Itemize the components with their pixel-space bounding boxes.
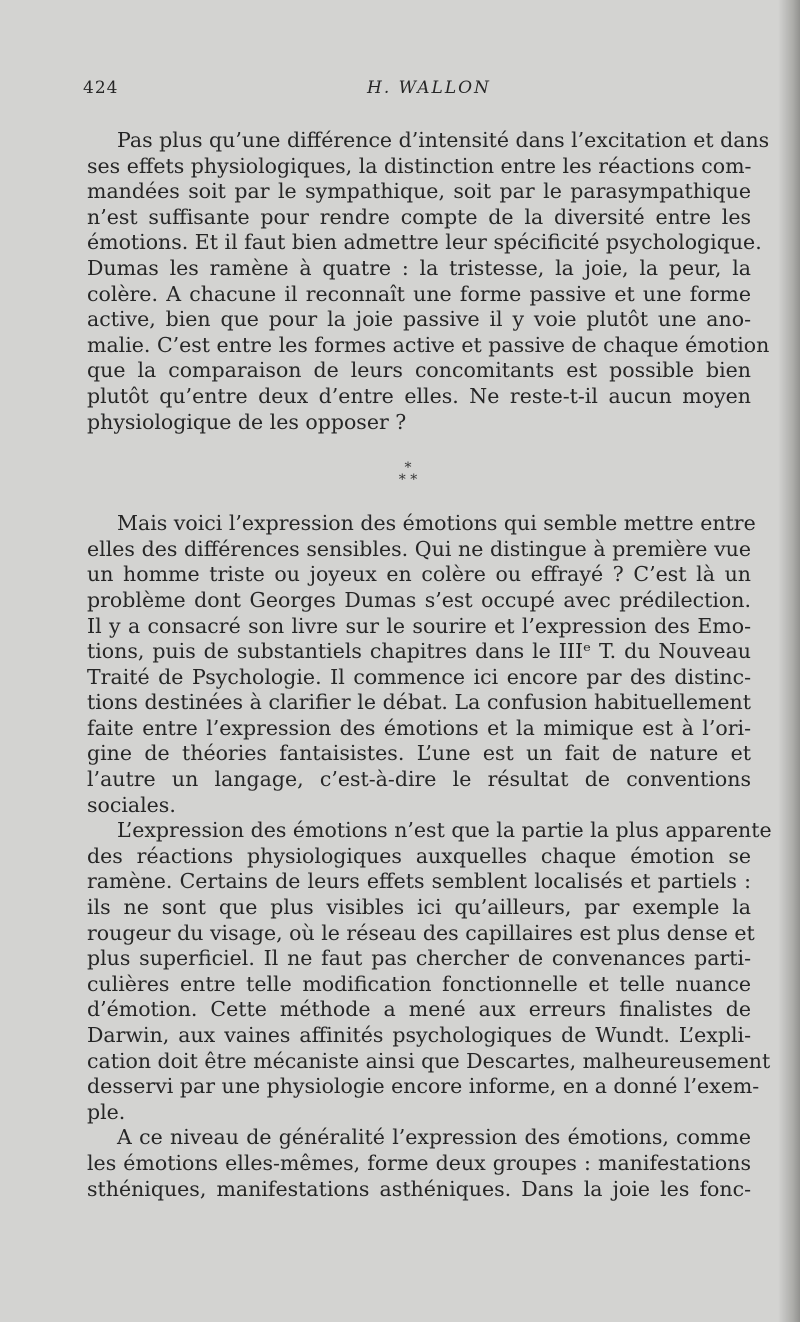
text-line: Mais voici l’expression des émotions qui semble mettre entre	[117, 511, 756, 536]
text-line: Darwin, aux vaines affinités psychologiques de Wundt. L’expli-	[87, 1023, 751, 1047]
text-line: faite entre l’expression des émotions et la mimique est à l’ori-	[87, 715, 751, 740]
text-line: desservi par une physiologie encore informe, en a donné l’exem-	[87, 1074, 760, 1099]
text-line: tions destinées à clarifier le débat. La confusion habituellement	[87, 690, 751, 715]
text-line: sociales.	[87, 792, 176, 817]
text-line: Il y a consacré son livre sur le sourire et l’expression des Emo-	[87, 613, 751, 638]
text-line: L’expression des émotions n’est que la partie la plus apparente	[117, 818, 772, 843]
running-head: H. WALLON	[367, 78, 491, 98]
text-line: mandées soit par le sympathique, soit par le parasympathique	[87, 179, 751, 204]
text-line: des réactions physiologiques auxquelles chaque émotion se	[87, 843, 751, 868]
text-line: elles des différences sensibles. Qui ne distingue à première vue	[87, 536, 751, 561]
text-line: sthéniques, manifestations asthéniques. Dans la joie les fonc-	[87, 1176, 751, 1201]
text-line: ils ne sont que plus visibles ici qu’ailleurs, par exemple la	[87, 895, 751, 920]
text-line: colère. A chacune il reconnaît une forme passive et une forme	[87, 281, 751, 306]
text-line: émotions. Et il faut bien admettre leur spécificité psychologique.	[87, 230, 762, 255]
text-line: cation doit être mécaniste ainsi que Descartes, malheureusement	[87, 1048, 771, 1073]
page-edge-shadow	[778, 0, 800, 1322]
text-line: Traité de Psychologie. Il commence ici encore par des distinc-	[87, 664, 751, 689]
text-line: les émotions elles-mêmes, forme deux groupes : manifestations	[87, 1150, 751, 1175]
text-line: ses effets physiologiques, la distinction entre les réactions com-	[87, 153, 752, 178]
text-line: Pas plus qu’une différence d’intensité dans l’excitation et dans	[117, 128, 770, 152]
text-line: n’est suffisante pour rendre compte de la diversité entre les	[87, 204, 751, 229]
text-line: un homme triste ou joyeux en colère ou effrayé ? C’est là un	[87, 562, 751, 587]
text-line: physiologique de les opposer ?	[87, 409, 407, 434]
text-line: malie. C’est entre les formes active et passive de chaque émotion	[87, 332, 770, 357]
text-line: l’autre un langage, c’est-à-dire le résultat de conventions	[87, 767, 751, 792]
text-line: problème dont Georges Dumas s’est occupé avec prédilection.	[87, 587, 751, 612]
page-header	[83, 78, 683, 106]
text-line: A ce niveau de généralité l’expression des émotions, comme	[117, 1125, 751, 1150]
body-text	[87, 128, 772, 1202]
text-line: ramène. Certains de leurs effets semblent localisés et partiels :	[87, 869, 751, 894]
text-line: Dumas les ramène à quatre : la tristesse, la joie, la peur, la	[87, 255, 751, 280]
asterism-top: *	[404, 460, 412, 476]
section-break-asterism	[388, 462, 428, 486]
text-line: plutôt qu’entre deux d’entre elles. Ne reste-t-il aucun moyen	[87, 383, 751, 408]
paragraph-block-1	[87, 128, 770, 435]
text-line: que la comparaison de leurs concomitants est possible bien	[87, 358, 751, 383]
text-line: d’émotion. Cette méthode a mené aux erreurs finalistes de	[87, 997, 751, 1022]
text-line: active, bien que pour la joie passive il y voie plutôt une ano-	[87, 307, 751, 332]
text-line: culières entre telle modification fonctionnelle et telle nuance	[87, 971, 751, 996]
page-number: 424	[83, 78, 119, 98]
text-line: rougeur du visage, où le réseau des capillaires est plus dense et	[87, 920, 755, 945]
text-line: ple.	[87, 1099, 126, 1124]
paragraph-block-2	[87, 511, 772, 1202]
text-line: gine de théories fantaisistes. L’une est un fait de nature et	[87, 741, 751, 766]
text-line: plus superficiel. Il ne faut pas chercher de convenances parti-	[87, 946, 751, 971]
asterism-bottom: * *	[398, 472, 418, 488]
text-line: tions, puis de substantiels chapitres dans le IIIᵉ T. du Nouveau	[87, 639, 751, 664]
